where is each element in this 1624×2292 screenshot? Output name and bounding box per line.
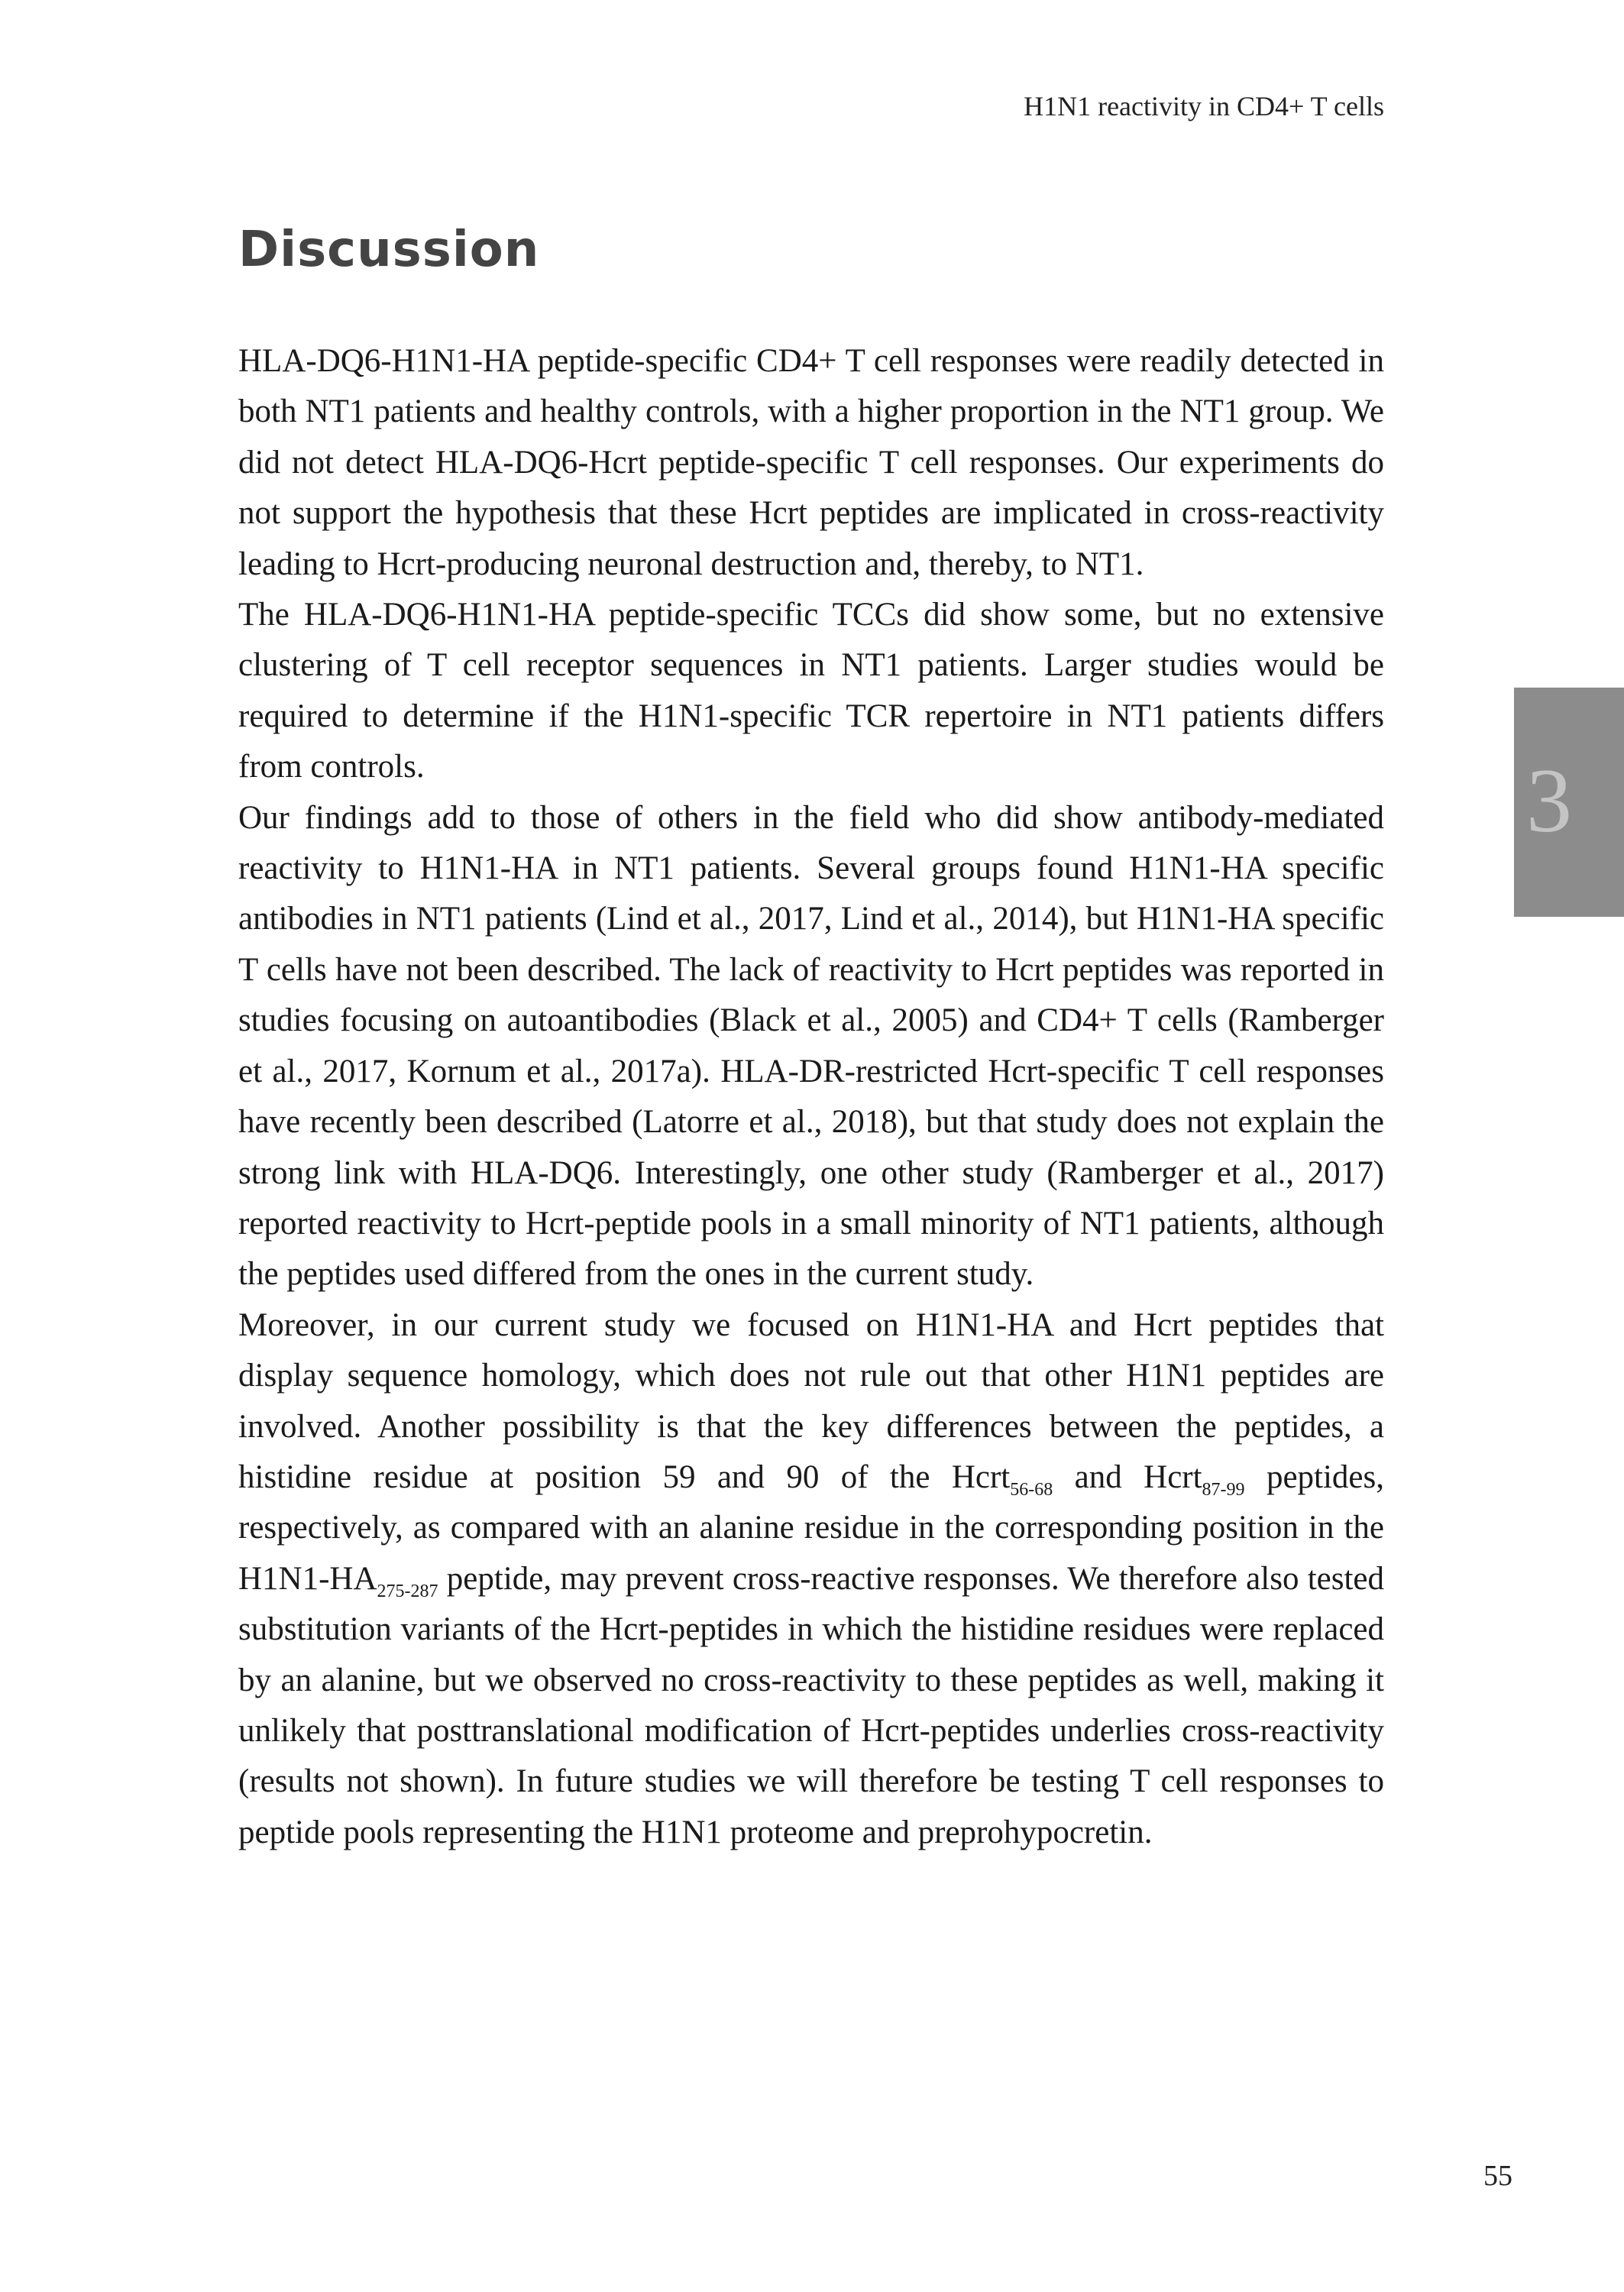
subscript-hcrt-87-99: 87-99 <box>1202 1479 1245 1500</box>
chapter-number: 3 <box>1526 749 1572 851</box>
discussion-body <box>238 336 1384 1858</box>
subscript-ha-275-287: 275-287 <box>377 1581 438 1601</box>
running-header: H1N1 reactivity in CD4+ T cells <box>1024 91 1384 121</box>
text-segment: peptide, may prevent cross-reactive responses. We therefore also tested substitution variants of the Hcrt-peptides in which the histidine residues were replaced by an alanine, but we observed no cross-reactivity to these peptides as well, making it unlikely that posttranslational modification of Hcrt-peptides underlies cross-reactivity (results not shown). In future studies we will therefore be testing T cell responses to peptide pools representing the H1N1 proteome and preprohypocretin. <box>238 1560 1384 1850</box>
subscript-hcrt-56-68: 56-68 <box>1010 1479 1053 1500</box>
text-segment: Moreover, in our current study we focused on H1N1-HA and Hcrt peptides that display sequence homology, which does not rule out that other H1N1 peptides are involved. Another possibility is that the key differences between the peptides, a histidine residue at position 59 and 90 of the Hcrt <box>238 1306 1384 1495</box>
section-title: Discussion <box>238 222 540 278</box>
page-number: 55 <box>1483 2160 1512 2192</box>
text-segment: peptides, respectively, as compared with an alanine residue in the corresponding position in the H1N1-HA <box>238 1458 1384 1597</box>
paragraph-tcr-clustering: The HLA-DQ6-H1N1-HA peptide-specific TCCs did show some, but no extensive clustering of T cell receptor sequences in NT1 patients. Larger studies would be required to determine if the H1N1-specific TCR repertoire in NT1 patients differs from controls. <box>238 597 1384 785</box>
text-segment: and Hcrt <box>1053 1458 1202 1495</box>
paragraph-limitations <box>238 1300 1384 1858</box>
chapter-tab <box>1514 688 1624 917</box>
paragraph-literature: Our findings add to those of others in the field who did show antibody-mediated reactivity to H1N1-HA in NT1 patients. Several groups found H1N1-HA specific antibodies in NT1 patients (Lind et al., 2017, Lind et al., 2014), but H1N1-HA specific T cells have not been described. The lack of reactivity to Hcrt peptides was reported in studies focusing on autoantibodies (Black et al., 2005) and CD4+ T cells (Ramberger et al., 2017, Kornum et al., 2017a). HLA-DR-restricted Hcrt-specific T cell responses have recently been described (Latorre et al., 2018), but that study does not explain the strong link with HLA-DQ6. Interestingly, one other study (Ramberger et al., 2017) reported reactivity to Hcrt-peptide pools in a small minority of NT1 patients, although the peptides used differed from the ones in the current study. <box>238 799 1384 1293</box>
paragraph-summary: HLA-DQ6-H1N1-HA peptide-specific CD4+ T cell responses were readily detected in both NT1 patients and healthy controls, with a higher proportion in the NT1 group. We did not detect HLA-DQ6-Hcrt peptide-specific T cell responses. Our experiments do not support the hypothesis that these Hcrt peptides are implicated in cross-reactivity leading to Hcrt-producing neuronal destruction and, thereby, to NT1. <box>238 343 1384 582</box>
